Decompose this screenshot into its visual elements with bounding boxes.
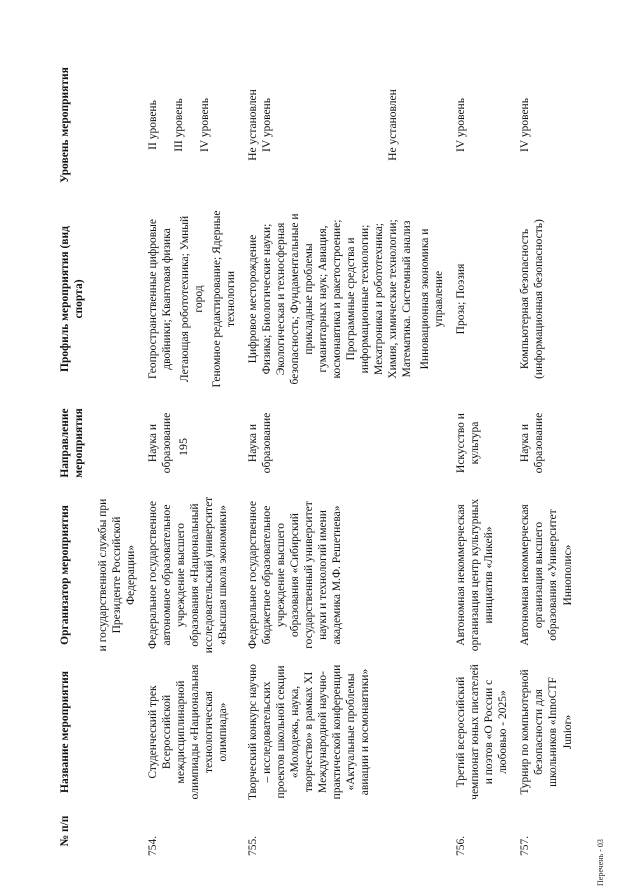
event-profiles bbox=[144, 204, 244, 394]
table-row bbox=[144, 46, 244, 856]
event-name: Турнир по компьютерной безопасности для школьников «InnoCTF Junior» bbox=[519, 669, 574, 795]
row-number: 756. bbox=[455, 835, 468, 856]
event-profiles bbox=[244, 204, 452, 394]
profile-item: Проза; Поэзия bbox=[455, 263, 468, 335]
event-profiles bbox=[516, 204, 580, 394]
header-name: Название мероприятия bbox=[59, 671, 71, 793]
event-name: Третий всероссийский чемпионат юных писателей и поэтов «О России с любовью - 2025» bbox=[455, 664, 510, 800]
profile-item: Физика; Биологические науки; Экологическая и техносферная безопасность; Фундаментальные и прикладные проблемы гуманитарных наук; Авиация, космонавтика и ракетостроение; Программные средства и информационные технологии; Мехатроника и робототехника; Химия, химические технологии; Математика. Системный анализ bbox=[261, 213, 414, 385]
event-direction: Искусство и культура bbox=[455, 413, 482, 473]
event-organizer: Федеральное государственное бюджетное образовательное учреждение высшего образования «Сибирский государственный университет науки и технологий имени академика М.Ф. Решетнева» bbox=[247, 501, 344, 650]
profile-item: Летающая робототехника; Умный город bbox=[179, 215, 206, 383]
event-levels bbox=[452, 46, 516, 204]
table-row bbox=[452, 46, 516, 856]
table-row bbox=[516, 46, 580, 856]
profile-item: Геопространственные цифровые двойники; Квантовая физика bbox=[147, 219, 174, 379]
level-item: IV уровень bbox=[455, 98, 468, 152]
level-item: II уровень bbox=[147, 100, 160, 150]
table-row bbox=[244, 46, 452, 856]
event-organizer: Федеральное государственное автономное образовательное учреждение высшего образования «Национальный исследовательский университет «Высшая школа экономики» bbox=[147, 496, 230, 654]
event-direction: Наука и образование bbox=[247, 412, 274, 474]
row-number: 755. bbox=[247, 835, 260, 856]
profile-item: Инновационная экономика и управление bbox=[419, 228, 446, 370]
profile-item: Геномное редактирование; Ядерные технологии bbox=[211, 210, 238, 388]
event-name: Творческий конкурс научно – исследовательских проектов школьной секции «Молодежь, наука, творчество» в рамках XI Международной научно-практической конференции «Актуальные проблемы авиации и космонавтики» bbox=[247, 664, 372, 800]
header-organizer: Организатор мероприятия bbox=[59, 505, 71, 645]
table-row-continuation bbox=[94, 46, 144, 856]
event-levels bbox=[144, 46, 244, 204]
page-number: 195 bbox=[176, 438, 190, 456]
level-item: IV уровень bbox=[261, 98, 274, 152]
level-item: IV уровень bbox=[199, 98, 212, 152]
event-direction: Наука и образование bbox=[147, 412, 174, 474]
page-footer: Перечень - 03 bbox=[596, 839, 605, 886]
level-item: Не установлен bbox=[247, 89, 260, 161]
header-profile: Профиль мероприятия (вид спорта) bbox=[59, 226, 86, 372]
event-organizer: Автономная некоммерческая организация высшего образования «Университет Иннополис» bbox=[519, 504, 574, 646]
events-table bbox=[54, 46, 581, 856]
event-profiles bbox=[452, 204, 516, 394]
event-levels bbox=[244, 46, 452, 204]
row-number: 757. bbox=[519, 835, 532, 856]
profile-item: Компьютерная безопасность (информационная безопасность) bbox=[519, 219, 546, 379]
header-level: Уровень мероприятия bbox=[59, 67, 71, 183]
profile-item: Цифровое месторождение bbox=[247, 234, 260, 364]
row-number: 754. bbox=[147, 835, 160, 856]
level-item: IV уровень bbox=[519, 98, 532, 152]
event-direction: Наука и образование bbox=[519, 412, 546, 474]
event-name: Студенческий трек Всероссийской междисциплинарной олимпиады «Национальная технологическая олимпиада» bbox=[147, 664, 230, 800]
event-organizer: Автономная некоммерческая организация центр культурных инициатив «Ликей» bbox=[455, 498, 496, 652]
level-item: III уровень bbox=[173, 98, 186, 152]
header-num: № п/п bbox=[59, 815, 71, 847]
level-item: Не установлен bbox=[387, 89, 400, 161]
organizer-continued: и государственной службы при Президенте Российской Федерации» bbox=[97, 498, 138, 652]
header-direction: Направление мероприятия bbox=[59, 408, 86, 478]
table-header-row bbox=[54, 46, 94, 856]
event-levels bbox=[516, 46, 580, 204]
